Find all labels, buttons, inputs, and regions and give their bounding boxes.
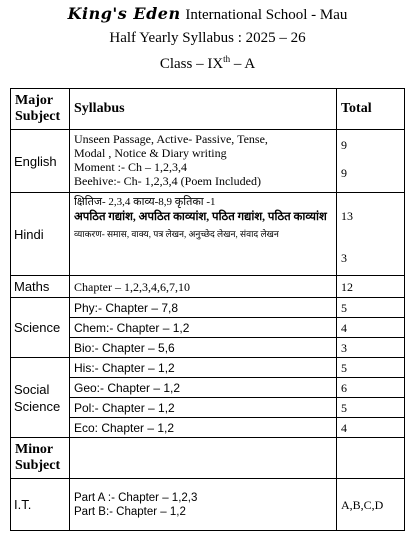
english-line-3: Moment :- Ch – 1,2,3,4 xyxy=(74,160,187,174)
hindi-line-3: व्याकरण- समास, वाक्य, पत्र लेखन, अनुच्छेद लेखन, संवाद लेखन xyxy=(74,229,279,239)
hindi-total-1: 13 xyxy=(341,209,353,223)
english-total-2: 9 xyxy=(341,166,347,180)
total-science-phy: 5 xyxy=(337,298,405,318)
social-line-1: Social xyxy=(14,381,50,397)
syllabus-science-phy: Phy:- Chapter – 7,8 xyxy=(70,298,337,318)
table-row-social-2 xyxy=(11,378,405,398)
syllabus-english xyxy=(70,130,337,193)
class-prefix: Class – IX xyxy=(159,56,224,72)
minor-empty-total xyxy=(337,438,405,479)
hindi-line-2: अपठित गद्यांश, अपठित काव्यांश, पठित गद्यांश, पठित काव्यांश xyxy=(74,211,327,223)
school-name: King's Eden xyxy=(67,4,181,23)
total-hindi xyxy=(337,193,405,276)
header-total: Total xyxy=(337,89,405,130)
social-line-2: Science xyxy=(14,398,61,414)
subject-english: English xyxy=(11,130,70,193)
syllabus-table xyxy=(10,88,405,531)
minor-empty-syllabus xyxy=(70,438,337,479)
it-line-2: Part B:- Chapter – 1,2 xyxy=(74,505,186,518)
syllabus-maths: Chapter – 1,2,3,4,6,7,10 xyxy=(70,276,337,298)
hindi-line-1: क्षितिज- 2,3,4 काव्य-8,9 कृतिका -1 xyxy=(74,196,216,208)
table-row-social-3 xyxy=(11,398,405,418)
class-sup: th xyxy=(223,54,231,64)
syllabus-social-pol: Pol:- Chapter – 1,2 xyxy=(70,398,337,418)
syllabus-science-bio: Bio:- Chapter – 5,6 xyxy=(70,338,337,358)
table-row-hindi xyxy=(11,193,405,276)
table-row-social-1 xyxy=(11,358,405,378)
header-syllabus: Syllabus xyxy=(70,89,337,130)
syllabus-science-chem: Chem:- Chapter – 1,2 xyxy=(70,318,337,338)
header-minor-subject: Minor Subject xyxy=(11,438,70,479)
subject-science: Science xyxy=(11,298,70,358)
table-row-social-4 xyxy=(11,418,405,438)
english-line-4: Beehive:- Ch- 1,2,3,4 (Poem Included) xyxy=(74,174,261,188)
english-line-1: Unseen Passage, Active- Passive, Tense, xyxy=(74,132,268,146)
subject-hindi: Hindi xyxy=(11,193,70,276)
english-total-1: 9 xyxy=(341,138,347,152)
class-title xyxy=(0,50,415,73)
syllabus-social-eco: Eco: Chapter – 1,2 xyxy=(70,418,337,438)
total-maths: 12 xyxy=(337,276,405,298)
table-row-minor-header xyxy=(11,438,405,479)
school-title xyxy=(0,4,415,25)
table-row-science-3 xyxy=(11,338,405,358)
total-science-bio: 3 xyxy=(337,338,405,358)
total-social-his: 5 xyxy=(337,358,405,378)
syllabus-it xyxy=(70,479,337,531)
total-science-chem: 4 xyxy=(337,318,405,338)
total-english xyxy=(337,130,405,193)
total-it: A,B,C,D xyxy=(337,479,405,531)
class-suffix: – A xyxy=(230,56,256,72)
it-line-1: Part A :- Chapter – 1,2,3 xyxy=(74,491,198,504)
syllabus-social-his: His:- Chapter – 1,2 xyxy=(70,358,337,378)
english-line-2: Modal , Notice & Diary writing xyxy=(74,146,227,160)
table-row-english xyxy=(11,130,405,193)
syllabus-hindi xyxy=(70,193,337,276)
table-row-science-1 xyxy=(11,298,405,318)
table-row-it xyxy=(11,479,405,531)
header-major-subject: Major Subject xyxy=(11,89,70,130)
school-name-rest: International School - Mau xyxy=(185,7,348,23)
total-social-geo: 6 xyxy=(337,378,405,398)
table-row-science-2 xyxy=(11,318,405,338)
total-social-pol: 5 xyxy=(337,398,405,418)
subject-it: I.T. xyxy=(11,479,70,531)
total-social-eco: 4 xyxy=(337,418,405,438)
syllabus-title: Half Yearly Syllabus : 2025 – 26 xyxy=(109,30,306,46)
subject-maths: Maths xyxy=(11,276,70,298)
subject-social-science xyxy=(11,358,70,438)
hindi-total-2: 3 xyxy=(341,251,347,265)
table-row-maths xyxy=(11,276,405,298)
table-header-row xyxy=(11,89,405,130)
syllabus-social-geo: Geo:- Chapter – 1,2 xyxy=(70,378,337,398)
